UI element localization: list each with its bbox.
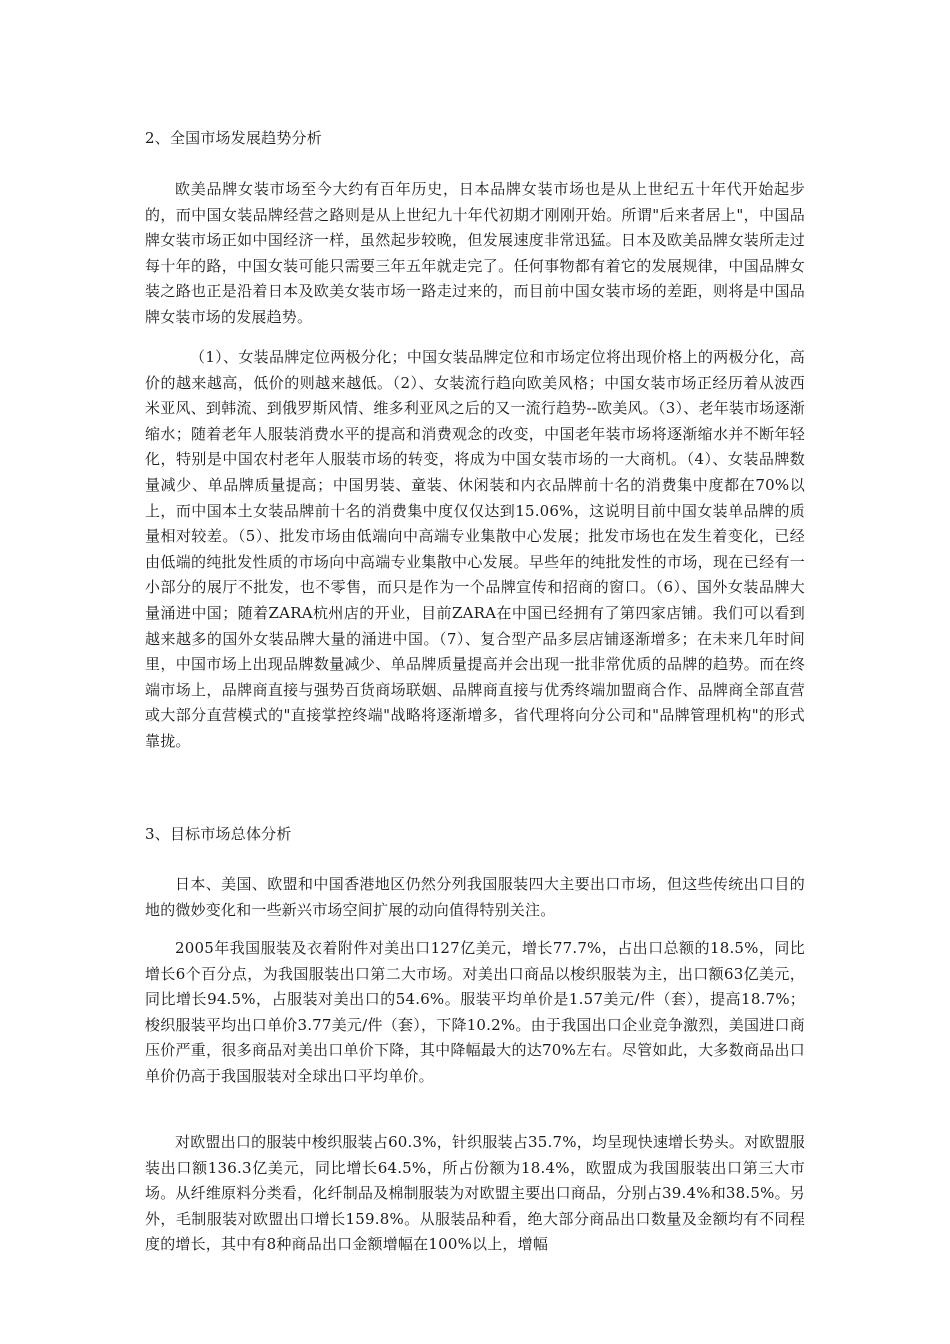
paragraph-brand-history: 欧美品牌女装市场至今大约有百年历史，日本品牌女装市场也是从上世纪五十年代开始起步的，而中国女装品牌经营之路则是从上世纪九十年代初期才刚刚开始。所谓"后来者居上"，中国品牌女装市场正如中国经济一样，虽然起步较晚，但发展速度非常迅猛。日本及欧美品牌女装所走过每十年的路，中国女装可能只需要三年五年就走完了。任何事物都有着它的发展规律，中国品牌女装之路也正是沿着日本及欧美女装市场一路走过来的，而目前中国女装市场的差距，则将是中国品牌女装市场的发展趋势。 xyxy=(145,180,805,326)
paragraph-us-exports: 2005年我国服装及衣着附件对美出口127亿美元，增长77.7%，占出口总额的18.5%，同比增长6个百分点，为我国服装出口第二大市场。对美出口商品以梭织服装为主，出口额63亿美元，同比增长94.5%，占服装对美出口的54.6%。服装平均单价是1.57美元/件（套），提高18.7%；梭织服装平均出口单价3.77美元/件（套），下降10.2%。由于我国出口企业竞争激烈，美国进口商压价严重，很多商品对美出口单价下降，其中降幅最大的达70%左右。尽管如此，大多数商品出口单价仍高于我国服装对全球出口平均单价。 xyxy=(145,939,805,1085)
paragraph-trend-list: （1）、女装品牌定位两极分化；中国女装品牌定位和市场定位将出现价格上的两极分化，高价的越来越高，低价的则越来越低。（2）、女装流行趋向欧美风格；中国女装市场正经历着从波西米亚风、到韩流、到俄罗斯风情、维多利亚风之后的又一流行趋势--欧美风。（3）、老年装市场逐渐缩水；随着老年人服装消费水平的提高和消费观念的改变，中国老年装市场将逐渐缩水并不断年轻化，特别是中国农村老年人服装市场的转变，将成为中国女装市场的一大商机。（4）、女装品牌数量减少、单品牌质量提高；中国男装、童装、休闲装和内衣品牌前十名的消费集中度都在70%以上，而中国本土女装品牌前十名的消费集中度仅仅达到15.06%，这说明目前中国女装单品牌的质量相对较差。（5）、批发市场由低端向中高端专业集散中心发展；批发市场也在发生着变化，已经由低端的纯批发性质的市场向中高端专业集散中心发展。早些年的纯批发性的市场，现在已经有一小部分的展厅不批发，也不零售，而只是作为一个品牌宣传和招商的窗口。（6）、国外女装品牌大量涌进中国；随着ZARA杭州店的开业，目前ZARA在中国已经拥有了第四家店铺。我们可以看到越来越多的国外女装品牌大量的涌进中国。（7）、复合型产品多层店铺逐渐增多；在未来几年时间里，中国市场上出现品牌数量减少、单品牌质量提高并会出现一批非常优质的品牌的趋势。而在终端市场上，品牌商直接与强势百货商场联姻、品牌商直接与优秀终端加盟商合作、品牌商全部直营或大部分直营模式的"直接掌控终端"战略将逐渐增多，省代理将向分公司和"品牌管理机构"的形式靠拢。 xyxy=(145,348,805,750)
paragraph-eu-exports: 对欧盟出口的服装中梭织服装占60.3%，针织服装占35.7%，均呈现快速增长势头。对欧盟服装出口额136.3亿美元，同比增长64.5%，所占份额为18.4%，欧盟成为我国服装出口第三大市场。从纤维原料分类看，化纤制品及棉制服装为对欧盟主要出口商品，分别占39.4%和38.5%。另外，毛制服装对欧盟出口增长159.8%。从服装品种看，绝大部分商品出口数量及金额均有不同程度的增长，其中有8种商品出口金额增幅在100%以上，增幅 xyxy=(145,1133,805,1254)
section-heading-target-market: 3、目标市场总体分析 xyxy=(145,825,292,843)
paragraph-export-markets: 日本、美国、欧盟和中国香港地区仍然分列我国服装四大主要出口市场，但这些传统出口目的地的微妙变化和一些新兴市场空间扩展的动向值得特别关注。 xyxy=(145,875,805,919)
section-heading-market-trends: 2、全国市场发展趋势分析 xyxy=(145,129,322,147)
